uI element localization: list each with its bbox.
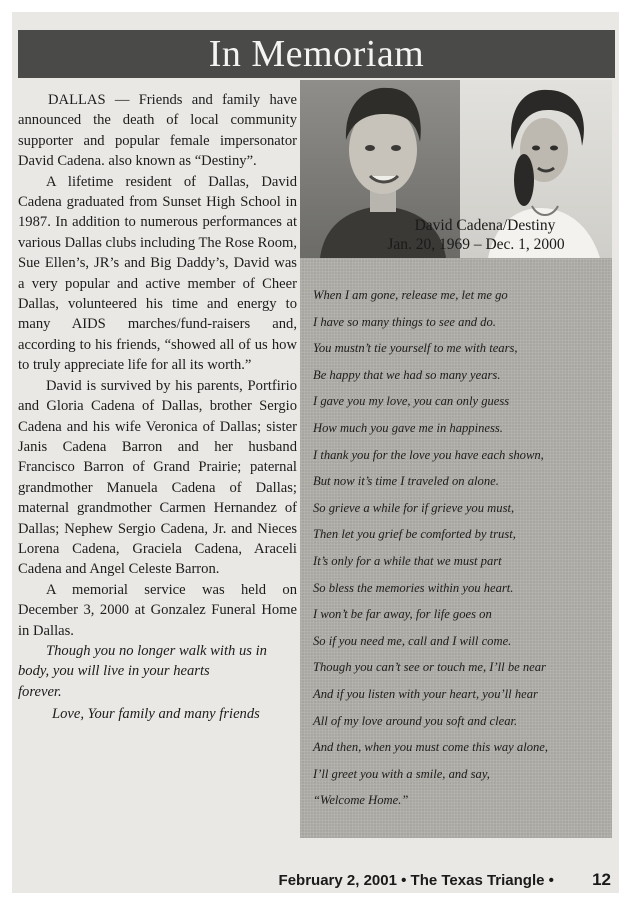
poem-line: Be happy that we had so many years. xyxy=(313,367,501,382)
closing-verse-line: body, you will live in your hearts xyxy=(18,663,210,680)
poem-line: I gave you my love, you can only guess xyxy=(313,394,510,409)
footer-date-source: February 2, 2001 • The Texas Triangle • xyxy=(278,872,554,889)
poem-line: But now it’s time I traveled on alone. xyxy=(313,474,499,489)
poem-line: So grieve a while for if grieve you must, xyxy=(313,500,515,515)
poem-line: I won’t be far away, for life goes on xyxy=(313,607,492,622)
closing-verse xyxy=(18,641,297,702)
poem-line: All of my love around you soft and clear. xyxy=(313,713,518,728)
closing-verse-line: forever. xyxy=(18,683,62,700)
poem-line: You mustn’t tie yourself to me with tears, xyxy=(313,341,518,356)
article-paragraph: A lifetime resident of Dallas, David Cadena graduated from Sunset High School in 1987. In addition to numerous performances at various Dallas clubs including The Rose Room, Sue Ellen’s, JR’s and Big Daddy’s, David was a very popular and active member of Cheer Dallas, volunteered his time and energy to many AIDS marches/fund-raisers and, according to his friends, “showed all of us how to truly appreciate life for all its worth.” xyxy=(18,173,298,374)
poem-line: So bless the memories within you heart. xyxy=(313,580,514,595)
page-number: 12 xyxy=(592,870,611,889)
obituary-article xyxy=(18,90,297,725)
poem-lines xyxy=(300,258,612,814)
page-footer xyxy=(279,870,611,890)
article-paragraph: DALLAS — Friends and family have announced the death of local community supporter and popular female impersonator David Cadena. also known as “Destiny”. xyxy=(18,92,297,170)
article-paragraph: David is survived by his parents, Portfirio and Gloria Cadena of Dallas, brother Sergio Cadena and his wife Veronica of Dallas; sister Janis Cadena Barron and her husband Francisco Barron of Grand Prairie; paternal grandmother Manuela Cadena of Dallas; maternal grandmother Carmen Hernandez of Dallas; Nephew Sergio Cadena, Jr. and Nieces Lorena Cadena, Graciela Cadena, Araceli Cadena and Angel Celeste Barron. xyxy=(18,377,297,578)
poem-line: “Welcome Home.” xyxy=(313,793,409,808)
memorial-poem xyxy=(300,258,612,838)
poem-line: And if you listen with your heart, you’ll hear xyxy=(313,686,538,701)
poem-line: And then, when you must come this way alone, xyxy=(313,740,549,755)
poem-line: It’s only for a while that we must part xyxy=(313,553,502,568)
family-signoff: Love, Your family and many friends xyxy=(52,706,260,723)
page-title: In Memoriam xyxy=(18,30,615,78)
poem-line: I thank you for the love you have each shown, xyxy=(313,447,544,462)
poem-line: So if you need me, call and I will come. xyxy=(313,633,512,648)
article-paragraph: A memorial service was held on December 3, 2000 at Gonzalez Funeral Home in Dallas. xyxy=(18,581,297,639)
poem-line: How much you gave me in happiness. xyxy=(313,420,503,435)
poem-line: I have so many things to see and do. xyxy=(313,314,496,329)
poem-line: I’ll greet you with a smile, and say, xyxy=(313,766,490,781)
photo-caption-dates: Jan. 20, 1969 – Dec. 1, 2000 xyxy=(387,236,565,253)
closing-verse-line: Though you no longer walk with us in xyxy=(46,642,267,659)
poem-line: Then let you grief be comforted by trust, xyxy=(313,527,516,542)
newspaper-page xyxy=(12,12,619,893)
poem-line: Though you can’t see or touch me, I’ll be near xyxy=(313,660,546,675)
photo-caption-name: David Cadena/Destiny xyxy=(414,217,556,234)
memorial-photo xyxy=(300,80,612,258)
poem-line: When I am gone, release me, let me go xyxy=(313,288,508,302)
